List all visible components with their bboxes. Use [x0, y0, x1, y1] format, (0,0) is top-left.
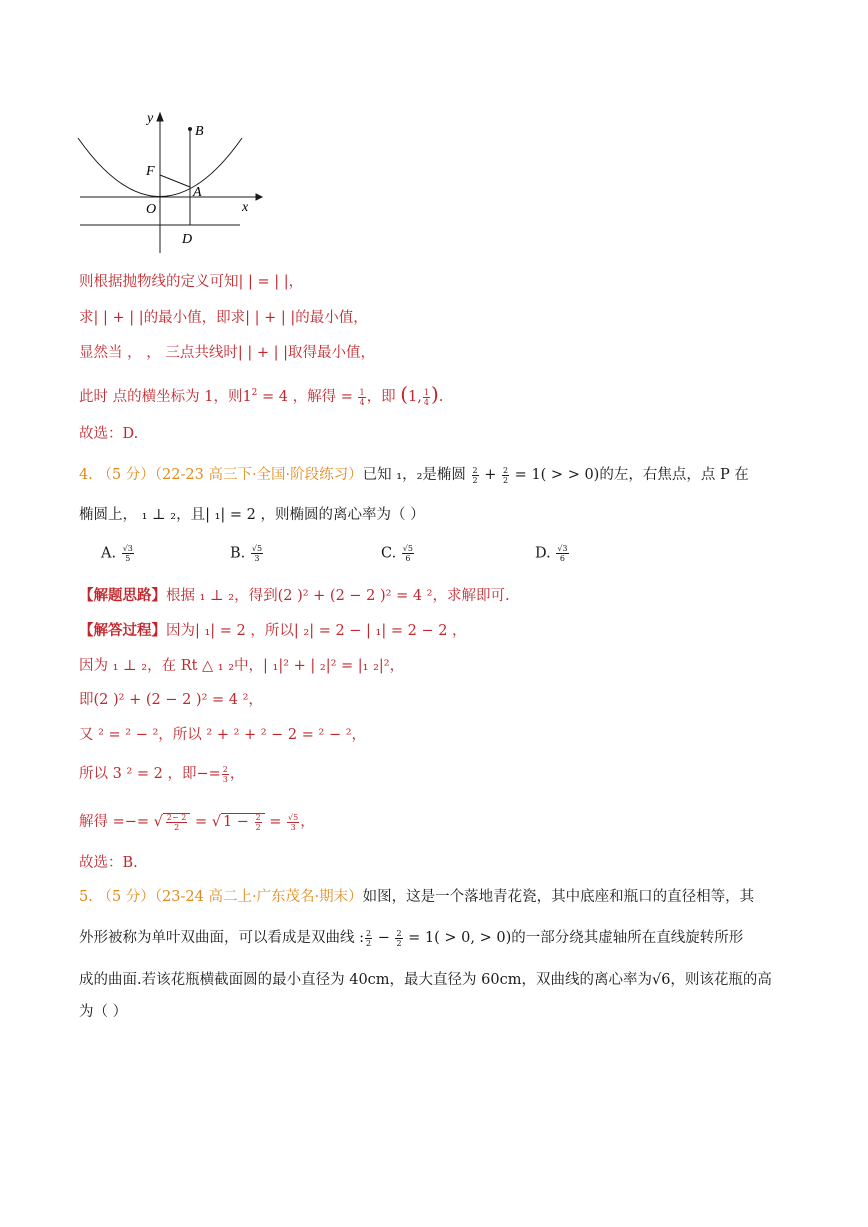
label-O: O [146, 202, 157, 217]
question-4-text: 已知 ₁，₂是椭圆 [362, 467, 466, 483]
question-4-line-2: 椭圆上， ₁ ⊥ ₂，且| ₁| = 2 ，则椭圆的离心率为（ ） [79, 507, 425, 523]
solution-idea-text: 根据 ₁ ⊥ ₂，得到(2 )² + (2 − 2 )² = 4 ²，求解即可. [166, 588, 510, 604]
answer-b: 故选：B. [79, 855, 138, 871]
question-5-line-2b: = 1( > 0, > 0)的一部分绕其虚轴所在直线旋转所形 [403, 930, 744, 946]
question-4-number: 4. [79, 467, 98, 483]
question-5-line-3: 成的曲面.若该花瓶横截面圆的最小直径为 40cm，最大直径为 60cm，双曲线的离心率为√6，则该花瓶的高 [79, 972, 772, 988]
solution-idea [79, 586, 510, 606]
solution-step-7a: 解得 =−= [79, 814, 150, 830]
question-5-text: 如图，这是一个落地青花瓷，其中底座和瓶口的直径相等，其 [362, 889, 755, 905]
question-5-meta: （5 分）（23-24 高二上·广东茂名·期末） [97, 889, 363, 905]
label-x: x [242, 200, 249, 215]
solution-step-6a: 所以 3 ² = 2 ，即 [79, 766, 197, 782]
solution-step-4: 即(2 )² + (2 − 2 )² = 4 ²， [79, 692, 263, 708]
option-c[interactable]: C. $\frac{√5}{6}$ [381, 544, 413, 563]
option-d[interactable]: D. $\frac{√3}{6}$ [535, 544, 568, 563]
solution-line-4b: = 4 ，解得 = [257, 389, 353, 405]
solution-step-5: 又 ² = ² − ²，所以 ² + ² + ² − 2 = ² − ²， [79, 727, 367, 743]
question-4-meta: （5 分）（22-23 高三下·全国·阶段练习） [97, 467, 363, 483]
solution-process-text: 因为| ₁| = 2 ，所以| ₂| = 2 − | ₁| = 2 − 2 ， [166, 623, 467, 639]
parabola-figure [70, 105, 270, 255]
solution-step-7: 解得 =−= √ $\frac{2- 2}{2}$ = √ 1 − $\frac{2}{2}$ = $\frac{√5}{3}$ ， [79, 812, 315, 832]
question-5-line-4: 为（ ） [79, 1004, 128, 1020]
point-B [188, 127, 192, 131]
label-A: A [193, 185, 202, 200]
solution-process-tag: 【解答过程】 [79, 622, 166, 639]
solution-process [79, 621, 467, 641]
solution-step-6: 所以 3 ² = 2 ，即−= $\frac{2}{3}$ ， [79, 764, 245, 784]
question-5-line-2a: 外形被称为单叶双曲面，可以看成是双曲线 : [79, 930, 364, 946]
option-b[interactable]: B. $\frac{√5}{3}$ [230, 544, 263, 563]
label-B: B [195, 124, 204, 139]
option-a[interactable]: A. $\frac{√3}{5}$ [101, 544, 133, 563]
solution-step-6b: −= [196, 766, 221, 782]
answer-d: 故选：D. [79, 426, 139, 442]
label-F: F [146, 164, 155, 179]
label-D: D [182, 232, 193, 247]
question-5-line-2: 外形被称为单叶双曲面，可以看成是双曲线 : $\frac{2}{2}$ − $\frac{2}{2}$ = 1( > 0, > 0)的一部分绕其虚轴所在直线旋转所形 [79, 928, 744, 948]
solution-line-3: 显然当 ， ， 三点共线时| | + | |取得最小值， [79, 345, 375, 361]
question-4-line-1: 4. （5 分）（22-23 高三下·全国·阶段练习）已知 ₁，₂是椭圆 $\frac{2}{2}$ + $\frac{2}{2}$ = 1( > > 0)的左，右焦点，点 P 在 [79, 465, 749, 485]
solution-line-2: 求| | + | |的最小值，即求| | + | |的最小值， [79, 310, 368, 326]
question-4-text2: = 1( > > 0)的左，右焦点，点 P 在 [510, 467, 749, 483]
solution-idea-tag: 【解题思路】 [79, 587, 166, 604]
label-y: y [147, 111, 154, 126]
question-5-line-1 [79, 887, 754, 907]
solution-line-4a: 此时 点的横坐标为 1，则1 [79, 389, 252, 405]
solution-step-3: 因为 ₁ ⊥ ₂，在 Rt △ ₁ ₂中，| ₁|² + | ₂|² = |₁ ₂|²， [79, 658, 405, 674]
solution-line-4c: ，即 [366, 389, 401, 405]
solution-line-4: 此时 点的横坐标为 1，则$1^2 = 4$ ，解得 = $\frac{1}{4}$ ，即 (1, $\frac{1}{4}$ ). [79, 382, 444, 407]
solution-line-1: 则根据抛物线的定义可知| | = | |， [79, 274, 304, 290]
question-5-number: 5. [79, 889, 98, 905]
